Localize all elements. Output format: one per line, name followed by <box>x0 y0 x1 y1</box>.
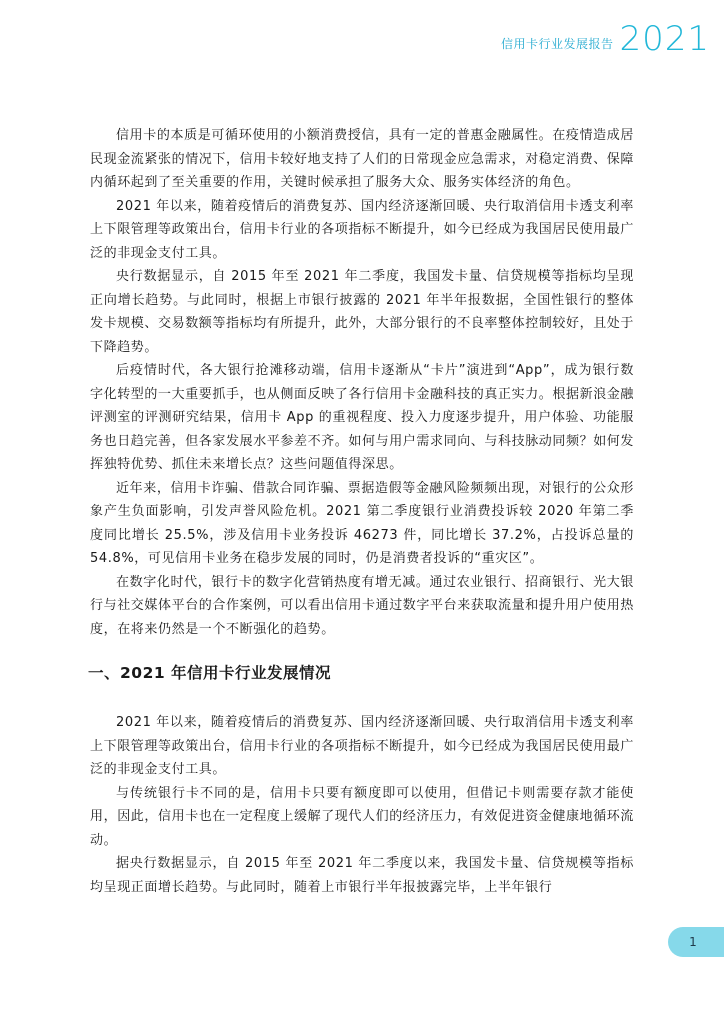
report-title: 信用卡行业发展报告 <box>500 37 614 51</box>
report-year: 2021 <box>619 19 710 59</box>
section-heading: 一、2021 年信用卡行业发展情况 <box>88 664 332 682</box>
paragraph: 在数字化时代，银行卡的数字化营销热度有增无减。通过农业银行、招商银行、光大银行与社交媒体平台的合作案例，可以看出信用卡通过数字平台来获取流量和提升用户使用热度，在将来仍然是一个不断强化的趋势。 <box>90 574 635 637</box>
paragraph: 2021 年以来，随着疫情后的消费复苏、国内经济逐渐回暖、央行取消信用卡透支利率上下限管理等政策出台，信用卡行业的各项指标不断提升，如今已经成为我国居民使用最广泛的非现金支付工具。 <box>90 198 635 261</box>
page-number: 1 <box>689 935 697 949</box>
paragraph: 信用卡的本质是可循环使用的小额消费授信，具有一定的普惠金融属性。在疫情造成居民现金流紧张的情况下，信用卡较好地支持了人们的日常现金应急需求，对稳定消费、保障内循环起到了至关重要的作用，关键时候承担了服务大众、服务实体经济的角色。 <box>90 128 635 190</box>
page-header <box>500 19 710 59</box>
paragraph: 央行数据显示，自 2015 年至 2021 年二季度，我国发卡量、信贷规模等指标均呈现正向增长趋势。与此同时，根据上市银行披露的 2021 年半年报数据，全国性银行的整体发卡规模、交易数额等指标均有所提升，此外，大部分银行的不良率整体控制较好，且处于下降趋势。 <box>90 269 635 355</box>
document-body <box>90 124 634 899</box>
paragraph: 后疫情时代，各大银行抢滩移动端，信用卡逐渐从“卡片”演进到“App”，成为银行数字化转型的一大重要抓手，也从侧面反映了各行信用卡金融科技的真正实力。根据新浪金融评测室的评测研究结果，信用卡 App 的重视程度、投入力度逐步提升，用户体验、功能服务也日趋完善，但各家发展水平参差不齐。如何与用户需求同向、与科技脉动同频？如何发挥独特优势、抓住未来增长点？这些问题值得深思。 <box>90 363 635 472</box>
paragraph: 与传统银行卡不同的是，信用卡只要有额度即可以使用，但借记卡则需要存款才能使用，因此，信用卡也在一定程度上缓解了现代人们的经济压力，有效促进资金健康地循环流动。 <box>90 785 635 848</box>
paragraph: 近年来，信用卡诈骗、借款合同诈骗、票据造假等金融风险频频出现，对银行的公众形象产生负面影响，引发声誉风险危机。2021 第二季度银行业消费投诉较 2020 年第二季度同比增长 25.5%，涉及信用卡业务投诉 46273 件，同比增长 37.2%，占投诉总量的 54.8%，可见信用卡业务在稳步发展的同时，仍是消费者投诉的“重灾区”。 <box>90 480 634 566</box>
paragraph: 2021 年以来，随着疫情后的消费复苏、国内经济逐渐回暖、央行取消信用卡透支利率上下限管理等政策出台，信用卡行业的各项指标不断提升，如今已经成为我国居民使用最广泛的非现金支付工具。 <box>90 715 635 777</box>
paragraph: 据央行数据显示，自 2015 年至 2021 年二季度以来，我国发卡量、信贷规模等指标均呈现正面增长趋势。与此同时，随着上市银行半年报披露完毕，上半年银行 <box>90 856 634 895</box>
page-number-tab <box>668 927 724 957</box>
